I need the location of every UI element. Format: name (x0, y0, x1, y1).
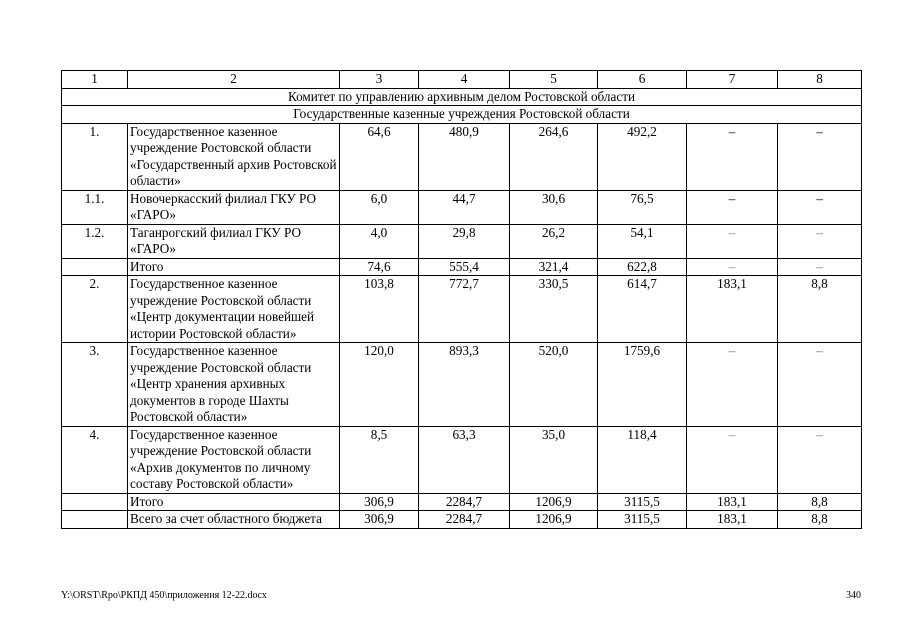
header-cell: 7 (687, 71, 778, 89)
value-col4: 2284,7 (419, 493, 510, 511)
value-col6: 614,7 (598, 276, 687, 343)
value-col7: 183,1 (687, 493, 778, 511)
budget-table (61, 70, 862, 529)
value-col6: 76,5 (598, 190, 687, 224)
value-col5: 264,6 (510, 123, 598, 190)
institution-name: Новочеркасский филиал ГКУ РО «ГАРО» (128, 190, 340, 224)
header-cell: 5 (510, 71, 598, 89)
table-row (62, 426, 862, 493)
value-col8: – (778, 258, 862, 276)
value-col6: 3115,5 (598, 493, 687, 511)
value-col7: – (687, 123, 778, 190)
header-cell: 6 (598, 71, 687, 89)
value-col4: 29,8 (419, 224, 510, 258)
institution-name: Государственное казенное учреждение Ростовской области «Государственный архив Ростовской области» (128, 123, 340, 190)
table-row (62, 511, 862, 529)
value-col7: – (687, 190, 778, 224)
row-number: 1.2. (62, 224, 128, 258)
value-col5: 321,4 (510, 258, 598, 276)
row-number: 3. (62, 343, 128, 427)
row-number: 1.1. (62, 190, 128, 224)
header-cell: 4 (419, 71, 510, 89)
row-number: 4. (62, 426, 128, 493)
value-col5: 35,0 (510, 426, 598, 493)
value-col7: – (687, 426, 778, 493)
value-col3: 6,0 (340, 190, 419, 224)
table-row (62, 123, 862, 190)
value-col6: 622,8 (598, 258, 687, 276)
value-col8: – (778, 426, 862, 493)
footer-file-path: Y:\ORST\Rpo\РКПД 450\приложения 12-22.docx (61, 590, 267, 601)
table-row (62, 276, 862, 343)
value-col5: 30,6 (510, 190, 598, 224)
value-col3: 306,9 (340, 511, 419, 529)
row-number: 2. (62, 276, 128, 343)
institution-name: Итого (128, 493, 340, 511)
table-row (62, 258, 862, 276)
footer-page-number: 340 (846, 590, 861, 601)
institution-name: Государственное казенное учреждение Ростовской области «Центр хранения архивных документов в городе Шахты Ростовской области» (128, 343, 340, 427)
value-col3: 120,0 (340, 343, 419, 427)
value-col4: 2284,7 (419, 511, 510, 529)
table-row (62, 190, 862, 224)
value-col5: 1206,9 (510, 511, 598, 529)
value-col6: 3115,5 (598, 511, 687, 529)
section-row-institutions (62, 106, 862, 124)
value-col7: 183,1 (687, 511, 778, 529)
value-col8: – (778, 190, 862, 224)
value-col3: 74,6 (340, 258, 419, 276)
value-col4: 63,3 (419, 426, 510, 493)
table-row (62, 493, 862, 511)
value-col6: 54,1 (598, 224, 687, 258)
value-col4: 893,3 (419, 343, 510, 427)
value-col7: – (687, 224, 778, 258)
row-number (62, 258, 128, 276)
value-col8: – (778, 123, 862, 190)
value-col7: 183,1 (687, 276, 778, 343)
institution-name: Таганрогский филиал ГКУ РО «ГАРО» (128, 224, 340, 258)
value-col8: – (778, 224, 862, 258)
institution-name: Государственное казенное учреждение Ростовской области «Архив документов по личному составу Ростовской области» (128, 426, 340, 493)
header-cell: 8 (778, 71, 862, 89)
value-col3: 4,0 (340, 224, 419, 258)
value-col8: – (778, 343, 862, 427)
row-number (62, 493, 128, 511)
value-col3: 8,5 (340, 426, 419, 493)
row-number: 1. (62, 123, 128, 190)
value-col5: 26,2 (510, 224, 598, 258)
section-row-committee (62, 88, 862, 106)
value-col6: 118,4 (598, 426, 687, 493)
header-cell: 2 (128, 71, 340, 89)
value-col5: 520,0 (510, 343, 598, 427)
value-col6: 492,2 (598, 123, 687, 190)
value-col4: 480,9 (419, 123, 510, 190)
value-col7: – (687, 343, 778, 427)
value-col4: 44,7 (419, 190, 510, 224)
table-row (62, 224, 862, 258)
institution-name: Всего за счет областного бюджета (128, 511, 340, 529)
value-col8: 8,8 (778, 511, 862, 529)
institution-name: Итого (128, 258, 340, 276)
section-committee-title: Комитет по управлению архивным делом Ростовской области (62, 88, 862, 106)
row-number (62, 511, 128, 529)
value-col3: 103,8 (340, 276, 419, 343)
header-row (62, 71, 862, 89)
value-col6: 1759,6 (598, 343, 687, 427)
institution-name: Государственное казенное учреждение Ростовской области «Центр документации новейшей истории Ростовской области» (128, 276, 340, 343)
value-col8: 8,8 (778, 493, 862, 511)
value-col5: 330,5 (510, 276, 598, 343)
section-institutions-title: Государственные казенные учреждения Ростовской области (62, 106, 862, 124)
header-cell: 1 (62, 71, 128, 89)
value-col3: 64,6 (340, 123, 419, 190)
value-col4: 772,7 (419, 276, 510, 343)
value-col4: 555,4 (419, 258, 510, 276)
table-row (62, 343, 862, 427)
value-col8: 8,8 (778, 276, 862, 343)
value-col5: 1206,9 (510, 493, 598, 511)
value-col3: 306,9 (340, 493, 419, 511)
value-col7: – (687, 258, 778, 276)
table-body (62, 71, 862, 529)
header-cell: 3 (340, 71, 419, 89)
